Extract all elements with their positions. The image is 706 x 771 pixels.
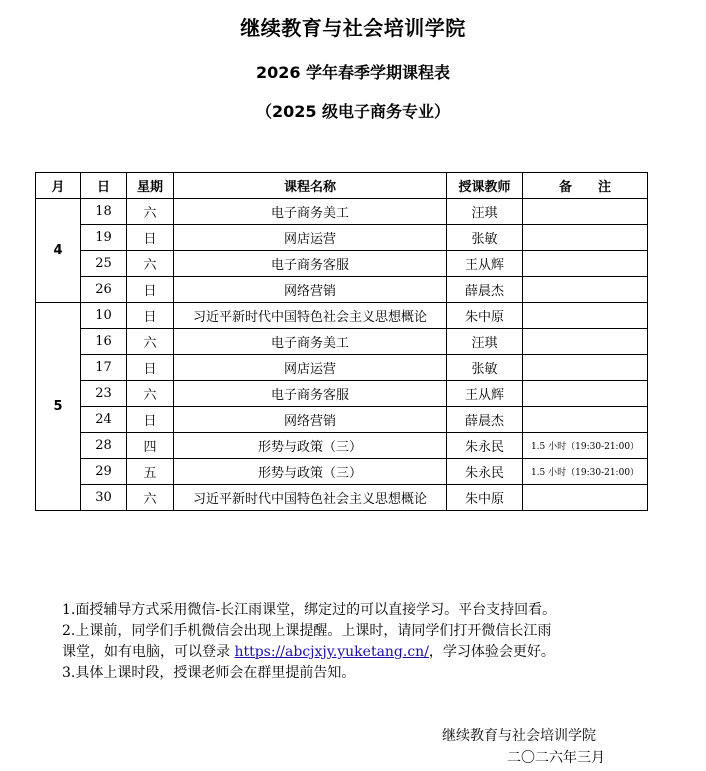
teacher-cell: 薛晨杰 — [447, 407, 523, 433]
course-cell: 习近平新时代中国特色社会主义思想概论 — [174, 485, 447, 511]
teacher-cell: 张敏 — [447, 355, 523, 381]
table-row — [36, 225, 648, 251]
teacher-cell: 汪琪 — [447, 199, 523, 225]
note-cell — [523, 355, 648, 381]
day-cell: 16 — [81, 329, 127, 355]
day-cell: 30 — [81, 485, 127, 511]
course-cell: 网店运营 — [174, 355, 447, 381]
table-row — [36, 199, 648, 225]
header-weekday: 星期 — [127, 173, 174, 199]
course-cell: 网店运营 — [174, 225, 447, 251]
course-cell: 电子商务客服 — [174, 251, 447, 277]
signature-date: 二〇二六年三月 — [507, 750, 605, 766]
course-cell: 电子商务客服 — [174, 381, 447, 407]
day-cell: 25 — [81, 251, 127, 277]
weekday-cell: 六 — [127, 199, 174, 225]
weekday-cell: 日 — [127, 407, 174, 433]
note-cell — [523, 251, 648, 277]
header-day: 日 — [81, 173, 127, 199]
table-row — [36, 433, 648, 459]
table-header-row — [36, 173, 648, 199]
yuketang-link[interactable]: https://abcjxjy.yuketang.cn/ — [234, 644, 429, 660]
weekday-cell: 日 — [127, 355, 174, 381]
weekday-cell: 六 — [127, 381, 174, 407]
month-cell: 5 — [36, 303, 81, 511]
course-cell: 形势与政策（三） — [174, 459, 447, 485]
weekday-cell: 日 — [127, 277, 174, 303]
course-cell: 电子商务美工 — [174, 199, 447, 225]
term-title: 2026 学年春季学期课程表 — [255, 63, 451, 82]
teacher-cell: 朱永民 — [447, 433, 523, 459]
day-cell: 23 — [81, 381, 127, 407]
day-cell: 18 — [81, 199, 127, 225]
header-note: 备 注 — [523, 173, 648, 199]
note-cell — [523, 303, 648, 329]
header-teacher: 授课教师 — [447, 173, 523, 199]
course-cell: 习近平新时代中国特色社会主义思想概论 — [174, 303, 447, 329]
program-title: （2025 级电子商务专业） — [255, 102, 451, 121]
course-cell: 形势与政策（三） — [174, 433, 447, 459]
table-row — [36, 381, 648, 407]
weekday-cell: 日 — [127, 225, 174, 251]
day-cell: 26 — [81, 277, 127, 303]
course-cell: 电子商务美工 — [174, 329, 447, 355]
table-row — [36, 303, 648, 329]
weekday-cell: 四 — [127, 433, 174, 459]
teacher-cell: 朱中原 — [447, 485, 523, 511]
teacher-cell: 张敏 — [447, 225, 523, 251]
teacher-cell: 王从辉 — [447, 381, 523, 407]
day-cell: 24 — [81, 407, 127, 433]
note-item-2-line-2 — [62, 642, 652, 663]
note-item-1: 1.面授辅导方式采用微信-长江雨课堂，绑定过的可以直接学习。平台支持回看。 — [62, 602, 557, 618]
weekday-cell: 六 — [127, 329, 174, 355]
weekday-cell: 六 — [127, 485, 174, 511]
teacher-cell: 汪琪 — [447, 329, 523, 355]
table-row — [36, 251, 648, 277]
table-row — [36, 459, 648, 485]
teacher-cell: 朱永民 — [447, 459, 523, 485]
note-item-2-text-before: 课堂，如有电脑，可以登录 — [62, 644, 235, 660]
notes-section — [62, 600, 652, 684]
weekday-cell: 五 — [127, 459, 174, 485]
table-row — [36, 485, 648, 511]
course-cell: 网络营销 — [174, 277, 447, 303]
note-item-3: 3.具体上课时段，授课老师会在群里提前告知。 — [62, 665, 356, 681]
weekday-cell: 日 — [127, 303, 174, 329]
header-course: 课程名称 — [174, 173, 447, 199]
note-cell — [523, 381, 648, 407]
note-cell — [523, 407, 648, 433]
schedule-table — [35, 172, 648, 511]
note-cell — [523, 277, 648, 303]
school-title: 继续教育与社会培训学院 — [240, 16, 466, 40]
day-cell: 28 — [81, 433, 127, 459]
table-row — [36, 329, 648, 355]
day-cell: 10 — [81, 303, 127, 329]
note-cell — [523, 225, 648, 251]
table-row — [36, 355, 648, 381]
header-month: 月 — [36, 173, 81, 199]
note-cell: 1.5 小时（19:30-21:00） — [523, 459, 648, 485]
note-item-2-text-after: ，学习体验会更好。 — [428, 644, 555, 660]
note-cell: 1.5 小时（19:30-21:00） — [523, 433, 648, 459]
teacher-cell: 薛晨杰 — [447, 277, 523, 303]
day-cell: 17 — [81, 355, 127, 381]
day-cell: 29 — [81, 459, 127, 485]
signature-org: 继续教育与社会培训学院 — [442, 728, 596, 744]
weekday-cell: 六 — [127, 251, 174, 277]
day-cell: 19 — [81, 225, 127, 251]
note-cell — [523, 199, 648, 225]
note-cell — [523, 485, 648, 511]
course-cell: 网络营销 — [174, 407, 447, 433]
table-row — [36, 277, 648, 303]
teacher-cell: 朱中原 — [447, 303, 523, 329]
month-cell: 4 — [36, 199, 81, 303]
note-item-2-line-1: 2.上课前，同学们手机微信会出现上课提醒。上课时，请同学们打开微信长江雨 — [62, 623, 552, 639]
teacher-cell: 王从辉 — [447, 251, 523, 277]
table-row — [36, 407, 648, 433]
note-cell — [523, 329, 648, 355]
